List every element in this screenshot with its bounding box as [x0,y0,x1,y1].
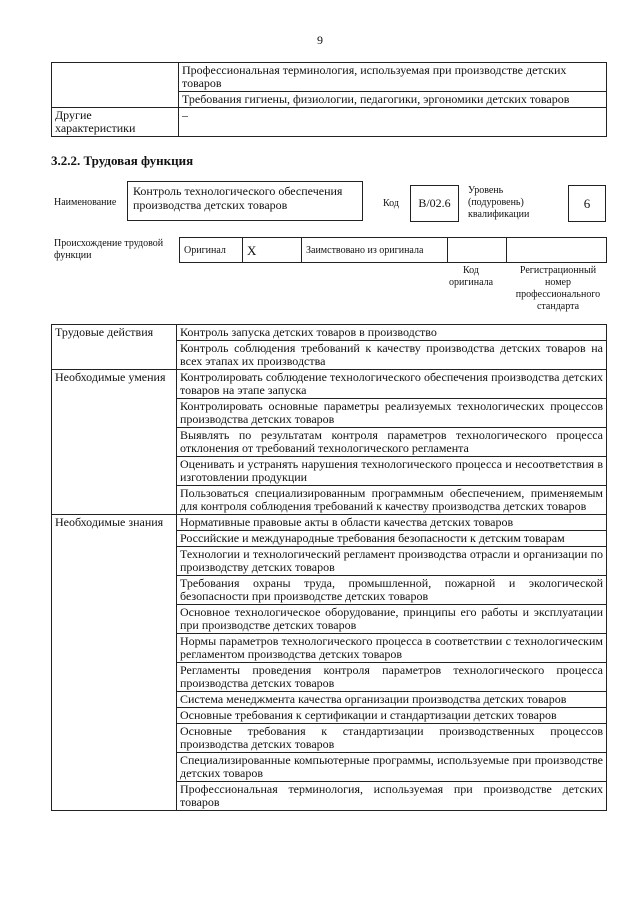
table-cell: Специализированные компьютерные программы, используемые при производстве детских товаров [177,753,607,782]
table-row [52,108,607,137]
code-label: Код [383,198,399,209]
code-value: B/02.6 [418,196,451,210]
section-title: 3.2.2. Трудовая функция [51,153,194,168]
table-cell: Основные требования к стандартизации производственных процессов производства детских товаров [177,724,607,753]
table-cell: Контролировать соблюдение технологического обеспечения производства детских товаров на этапе запуска [177,370,607,399]
function-name: Контроль технологического обеспечения производства детских товаров [133,184,343,212]
original-label: Оригинал [180,238,243,263]
table-cell: Требования охраны труда, промышленной, пожарной и экологической безопасности при производстве детских товаров [177,576,607,605]
table-cell: Контроль соблюдения требований к качеству производства детских товаров на всех этапах их производства [177,341,607,370]
table-cell: Контроль запуска детских товаров в производство [177,325,607,341]
function-name-box [127,181,363,221]
group-label: Необходимые знания [52,515,177,811]
table-cell: Регламенты проведения контроля параметров технологического процесса производства детских товаров [177,663,607,692]
table-cell: Нормативные правовые акты в области качества детских товаров [177,515,607,531]
table-cell: Профессиональная терминология, используемая при производстве детских товаров [177,782,607,811]
row-label: Другие характеристики [52,108,179,137]
table-row [52,370,607,399]
table-cell: Контролировать основные параметры реализуемых технологических процессов производства детских товаров [177,399,607,428]
table-cell: Основное технологическое оборудование, принципы его работы и эксплуатации при производстве детских товаров [177,605,607,634]
group-label: Трудовые действия [52,325,177,370]
table-row [52,325,607,341]
table-row [180,238,607,263]
table-cell: Профессиональная терминология, используемая при производстве детских товаров [179,63,607,92]
table-row [52,63,607,92]
table-cell: Пользоваться специализированным программным обеспечением, применяемым для контроля соблюдения требований к качеству производства детских товаров [177,486,607,515]
origin-label: Происхождение трудовой функции [54,238,164,261]
table-cell: Основные требования к сертификации и стандартизации детских товаров [177,708,607,724]
original-code-cell [448,238,507,263]
level-label: Уровень (подуровень) квалификации [468,185,530,220]
page-number: 9 [317,33,323,47]
reg-number-caption: Регистрационный номер профессионального стандарта [515,265,601,312]
table-cell: Технологии и технологический регламент производства отрасли и организации по производству детских товаров [177,547,607,576]
level-box [568,185,606,222]
row-label [52,63,179,108]
table-cell: Выявлять по результатам контроля параметров технологического процесса отклонения от требований технологического регламента [177,428,607,457]
top-characteristics-table [51,62,607,137]
borrowed-label: Заимствовано из оригинала [302,238,448,263]
origin-table [179,237,607,263]
group-label: Необходимые умения [52,370,177,515]
main-function-table [51,324,607,811]
level-value: 6 [583,195,591,211]
table-cell: Требования гигиены, физиологии, педагогики, эргономики детских товаров [179,92,607,108]
table-cell: Система менеджмента качества организации производства детских товаров [177,692,607,708]
original-code-caption: Код оригинала [448,265,494,288]
table-row [52,515,607,531]
table-cell: – [179,108,607,137]
table-cell: Оценивать и устранять нарушения технологического процесса и несоответствия в изготовлении продукции [177,457,607,486]
code-box [410,185,459,222]
table-cell: Российские и международные требования безопасности к детским товарам [177,531,607,547]
name-label: Наименование [54,197,117,208]
reg-number-cell [507,238,607,263]
original-mark: X [243,238,302,263]
table-cell: Нормы параметров технологического процесса в соответствии с технологическим регламентом производства детских товаров [177,634,607,663]
